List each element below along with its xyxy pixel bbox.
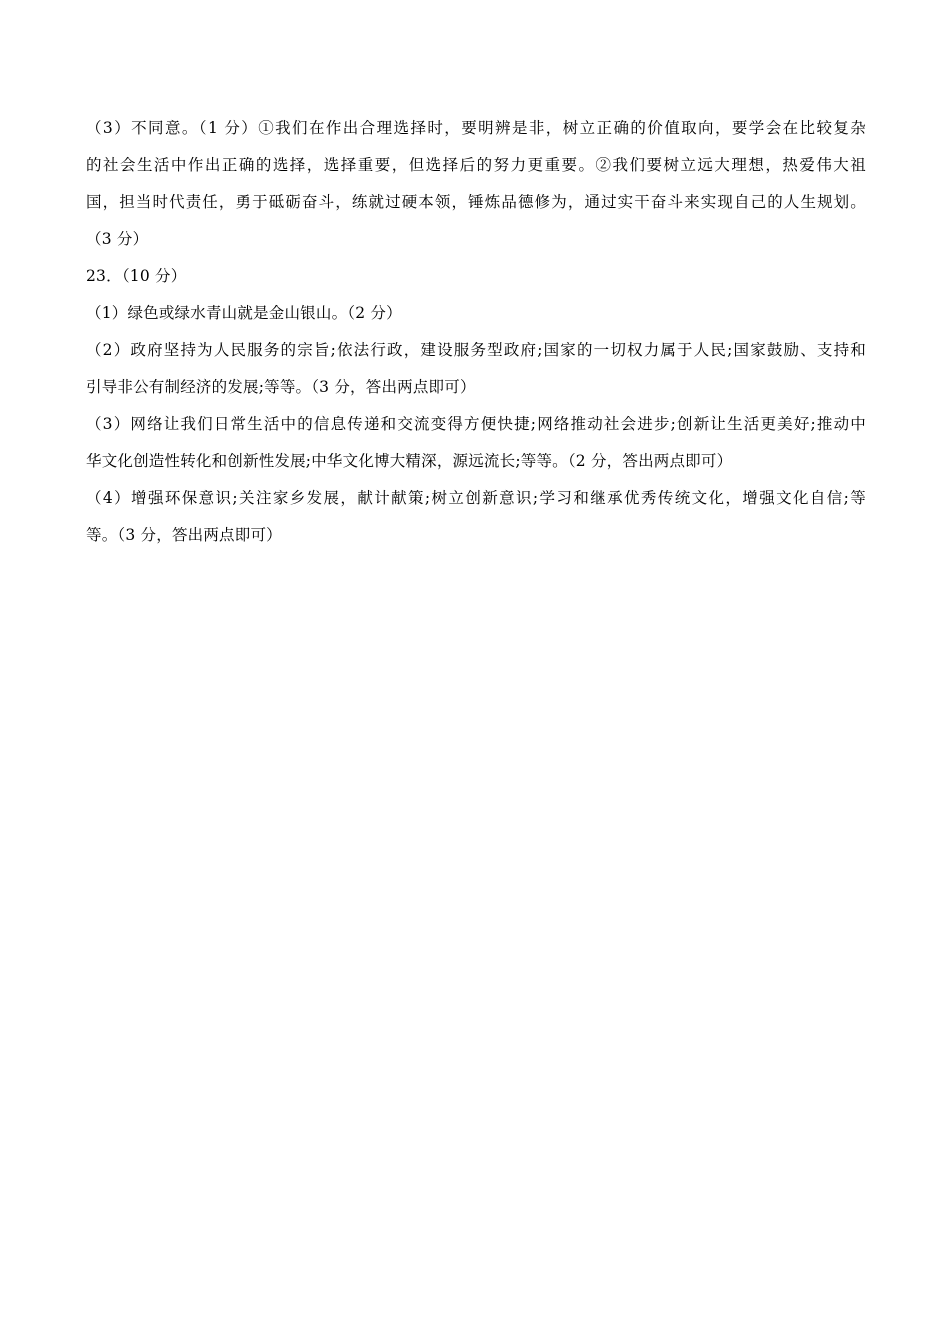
q22-part3-line-1: （3）不同意。（1 分）①我们在作出合理选择时，要明辨是非，树立正确的价值取向，要学会在比较复杂 bbox=[86, 119, 866, 137]
q23-part2-line-2: 引导非公有制经济的发展;等等。（3 分，答出两点即可） bbox=[86, 378, 476, 396]
q23-part2-line-1: （2）政府坚持为人民服务的宗旨;依法行政，建设服务型政府;国家的一切权力属于人民;国家鼓励、支持和 bbox=[86, 341, 866, 359]
answer-document bbox=[86, 110, 866, 554]
q23-part4-line-2: 等。（3 分，答出两点即可） bbox=[86, 526, 282, 544]
q22-part3-line-4: （3 分） bbox=[86, 230, 149, 248]
q23-part1: （1）绿色或绿水青山就是金山银山。（2 分） bbox=[86, 304, 402, 322]
q23-heading: 23．（10 分） bbox=[86, 267, 187, 285]
q23-part3-line-1: （3）网络让我们日常生活中的信息传递和交流变得方便快捷;网络推动社会进步;创新让生活更美好;推动中 bbox=[86, 415, 866, 433]
q22-part3-line-2: 的社会生活中作出正确的选择，选择重要，但选择后的努力更重要。②我们要树立远大理想，热爱伟大祖 bbox=[86, 156, 866, 174]
q23-part4-line-1: （4）增强环保意识;关注家乡发展，献计献策;树立创新意识;学习和继承优秀传统文化，增强文化自信;等 bbox=[86, 489, 866, 507]
q23-part3-line-2: 华文化创造性转化和创新性发展;中华文化博大精深，源远流长;等等。（2 分，答出两点即可） bbox=[86, 452, 733, 470]
q22-part3-line-3: 国，担当时代责任，勇于砥砺奋斗，练就过硬本领，锤炼品德修为，通过实干奋斗来实现自己的人生规划。 bbox=[86, 193, 866, 211]
